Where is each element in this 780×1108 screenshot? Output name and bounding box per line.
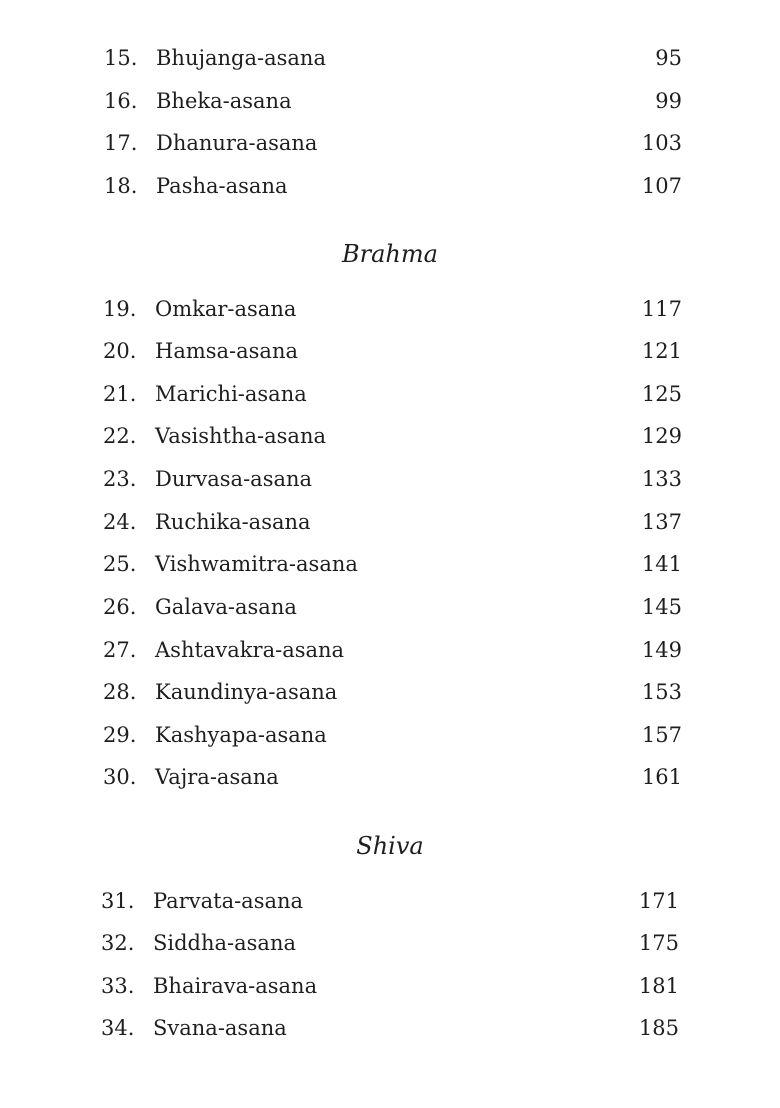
entry-title: Siddha-asana: [153, 931, 296, 955]
entry-title: Bheka-asana: [156, 89, 292, 113]
entry-page-number: 171: [638, 889, 679, 913]
entry-page-number: 157: [641, 723, 682, 747]
entry-number: 34.: [101, 1016, 135, 1040]
entry-title: Bhujanga-asana: [156, 46, 326, 70]
entry-title: Parvata-asana: [153, 889, 304, 913]
entry-page-number: 161: [641, 765, 682, 789]
section-heading-shiva: Shiva: [356, 832, 424, 860]
entry-page-number: 133: [641, 467, 682, 491]
entry-number: 28.: [103, 680, 137, 704]
entry-title: Bhairava-asana: [153, 974, 318, 998]
entry-page-number: 185: [638, 1016, 679, 1040]
entry-page-number: 117: [641, 297, 682, 321]
entry-title: Vajra-asana: [155, 765, 279, 789]
entry-number: 18.: [104, 174, 138, 198]
toc-entry[interactable]: [103, 592, 682, 622]
entry-number: 21.: [103, 382, 137, 406]
entry-page-number: 103: [641, 131, 682, 155]
toc-entry[interactable]: [103, 635, 682, 665]
toc-entry[interactable]: [103, 336, 682, 366]
entry-title: Hamsa-asana: [155, 339, 299, 363]
entry-title: Pasha-asana: [156, 174, 288, 198]
entry-page-number: 181: [638, 974, 679, 998]
entry-page-number: 141: [641, 552, 682, 576]
entry-number: 31.: [101, 889, 135, 913]
toc-entry[interactable]: [104, 86, 682, 116]
entry-title: Ashtavakra-asana: [155, 638, 345, 662]
entry-number: 23.: [103, 467, 137, 491]
entry-number: 27.: [103, 638, 137, 662]
entry-page-number: 121: [641, 339, 682, 363]
entry-number: 16.: [104, 89, 138, 113]
entry-number: 24.: [103, 510, 137, 534]
entry-number: 22.: [103, 424, 137, 448]
entry-title: Kaundinya-asana: [155, 680, 338, 704]
entry-title: Kashyapa-asana: [155, 723, 327, 747]
toc-entry[interactable]: [104, 171, 682, 201]
entry-number: 17.: [104, 131, 138, 155]
toc-entry[interactable]: [103, 464, 682, 494]
entry-page-number: 145: [641, 595, 682, 619]
toc-entry[interactable]: [103, 379, 682, 409]
toc-entry[interactable]: [104, 43, 682, 73]
entry-page-number: 137: [641, 510, 682, 534]
toc-entry[interactable]: [104, 128, 682, 158]
entry-page-number: 107: [641, 174, 682, 198]
entry-page-number: 175: [638, 931, 679, 955]
toc-entry[interactable]: [101, 1013, 679, 1043]
entry-number: 26.: [103, 595, 137, 619]
entry-title: Durvasa-asana: [155, 467, 313, 491]
entry-number: 33.: [101, 974, 135, 998]
entry-title: Galava-asana: [155, 595, 297, 619]
entry-number: 32.: [101, 931, 135, 955]
toc-entry[interactable]: [103, 720, 682, 750]
toc-entry[interactable]: [103, 549, 682, 579]
toc-entry[interactable]: [103, 294, 682, 324]
entry-number: 30.: [103, 765, 137, 789]
entry-number: 19.: [103, 297, 137, 321]
entry-title: Omkar-asana: [155, 297, 297, 321]
entry-page-number: 149: [641, 638, 682, 662]
section-heading-brahma: Brahma: [342, 240, 438, 268]
entry-title: Dhanura-asana: [156, 131, 318, 155]
toc-entry[interactable]: [101, 971, 679, 1001]
entry-page-number: 125: [641, 382, 682, 406]
entry-title: Vishwamitra-asana: [155, 552, 358, 576]
entry-number: 15.: [104, 46, 138, 70]
toc-entry[interactable]: [103, 507, 682, 537]
entry-title: Vasishtha-asana: [155, 424, 326, 448]
entry-page-number: 153: [641, 680, 682, 704]
toc-entry[interactable]: [101, 928, 679, 958]
entry-page-number: 99: [655, 89, 682, 113]
toc-entry[interactable]: [103, 677, 682, 707]
entry-page-number: 129: [641, 424, 682, 448]
toc-entry[interactable]: [101, 886, 679, 916]
entry-title: Marichi-asana: [155, 382, 307, 406]
toc-entry[interactable]: [103, 421, 682, 451]
entry-number: 29.: [103, 723, 137, 747]
entry-title: Svana-asana: [153, 1016, 287, 1040]
entry-title: Ruchika-asana: [155, 510, 311, 534]
entry-number: 25.: [103, 552, 137, 576]
entry-number: 20.: [103, 339, 137, 363]
entry-page-number: 95: [655, 46, 682, 70]
toc-entry[interactable]: [103, 762, 682, 792]
